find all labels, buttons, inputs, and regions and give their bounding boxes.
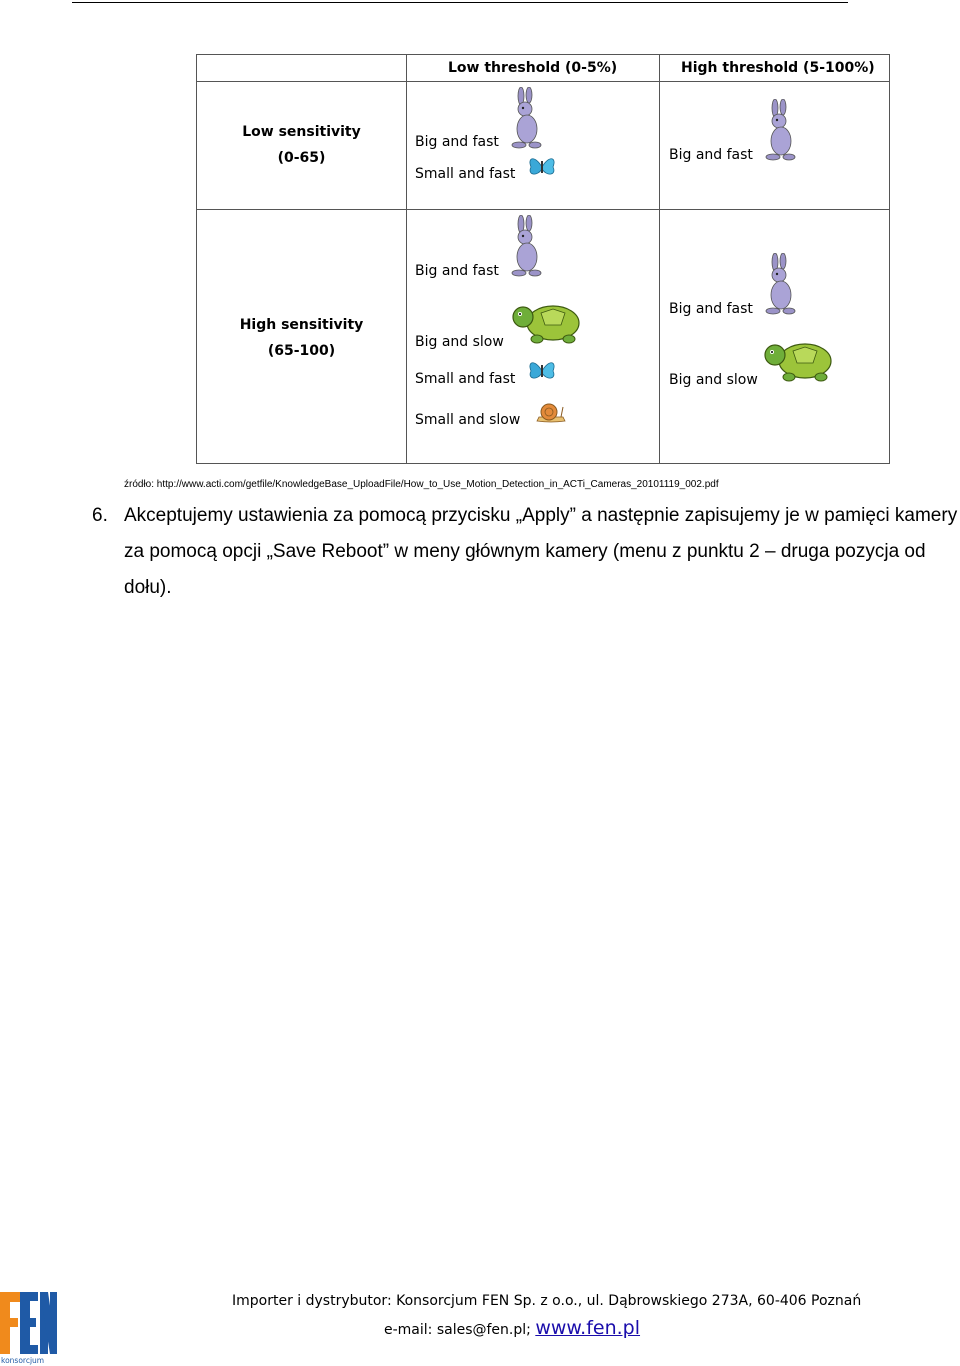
footer-contact <box>384 1317 640 1339</box>
fen-logo <box>0 1290 58 1366</box>
rabbit-icon <box>507 87 547 151</box>
butterfly-icon <box>527 155 557 179</box>
step-text: Akceptujemy ustawienia za pomocą przycisku „Apply” a następnie zapisujemy je w pamięci kamery za pomocą opcji „Save Reboot” w meny głównym kamery (menu z punktu 2 – druga pozycja od dołu). <box>124 505 958 598</box>
step-number: 6. <box>92 505 108 526</box>
cell-label: Small and fast <box>415 166 516 182</box>
table-divider <box>659 55 660 463</box>
cell-label: Big and slow <box>669 372 758 388</box>
cell-label: Small and fast <box>415 371 516 387</box>
rabbit-icon <box>761 253 801 317</box>
col-header-low-threshold: Low threshold (0-5%) <box>448 60 618 76</box>
top-rule <box>72 2 848 3</box>
row-header-label: High sensitivity <box>239 317 364 333</box>
butterfly-icon <box>527 359 557 383</box>
row-header-range: (0-65) <box>277 150 326 166</box>
footer-address: Importer i dystrybutor: Konsorcjum FEN Sp. z o.o., ul. Dąbrowskiego 273A, 60-406 Poznań <box>232 1293 862 1309</box>
turtle-icon <box>763 337 839 385</box>
row-header-high-sensitivity <box>197 312 406 364</box>
table-divider <box>197 81 889 82</box>
cell-label: Big and fast <box>415 263 499 279</box>
table-divider <box>406 55 407 463</box>
rabbit-icon <box>761 99 801 163</box>
row-header-low-sensitivity <box>197 119 406 171</box>
footer-website-link[interactable]: www.fen.pl <box>535 1317 641 1339</box>
logo-caption: konsorcjum <box>1 1356 45 1365</box>
turtle-icon <box>511 299 587 347</box>
cell-label: Big and fast <box>669 301 753 317</box>
sensitivity-threshold-table <box>196 54 890 464</box>
row-header-range: (65-100) <box>267 343 336 359</box>
cell-label: Big and fast <box>669 147 753 163</box>
rabbit-icon <box>507 215 547 279</box>
cell-label: Small and slow <box>415 412 521 428</box>
cell-label: Big and fast <box>415 134 499 150</box>
col-header-high-threshold: High threshold (5-100%) <box>681 60 875 76</box>
table-divider <box>197 209 889 210</box>
source-citation: źródło: http://www.acti.com/getfile/KnowledgeBase_UploadFile/How_to_Use_Motion_Detection_in_ACTi_Cameras_20101119_002.pdf <box>124 479 719 490</box>
cell-label: Big and slow <box>415 334 504 350</box>
row-header-label: Low sensitivity <box>242 124 361 140</box>
snail-icon <box>535 401 567 425</box>
footer-email: e-mail: sales@fen.pl; <box>384 1322 531 1338</box>
